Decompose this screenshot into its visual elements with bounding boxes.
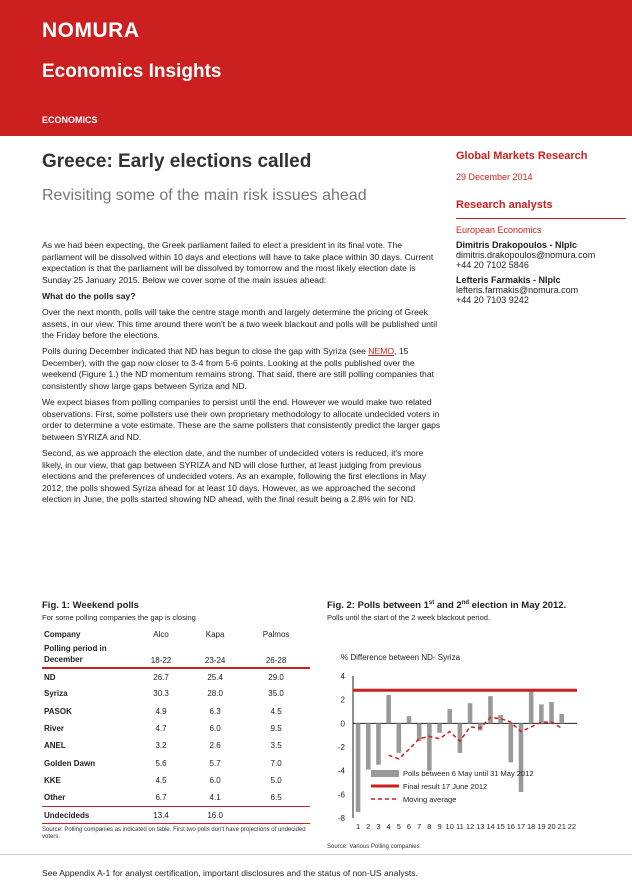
table-row — [42, 685, 310, 702]
y-tick-label: -8 — [337, 814, 345, 824]
poll-value: 3.2 — [155, 741, 167, 751]
y-tick-label: -2 — [337, 743, 345, 753]
x-tick-label: 20 — [547, 822, 556, 832]
analyst-card — [456, 240, 626, 270]
table-row — [42, 806, 310, 823]
team-label: European Economics — [456, 225, 542, 235]
nemo-link[interactable]: NEMO — [368, 346, 395, 357]
y-tick-label: 2 — [340, 695, 345, 705]
y-axis-label: % Difference between ND- Syriza — [341, 653, 461, 663]
party-label: Undecideds — [42, 806, 134, 823]
legend-label: Final result 17 June 2012 — [403, 782, 488, 792]
poll-value: 6.5 — [270, 792, 282, 802]
poll-value: 29.0 — [268, 672, 284, 682]
article-body — [42, 240, 442, 510]
analysts-heading: Research analysts — [456, 199, 553, 211]
sidebar-divider — [456, 218, 626, 219]
poll-bar — [458, 723, 463, 753]
poll-value: 28.0 — [207, 689, 223, 699]
x-tick-label: 17 — [516, 822, 526, 832]
poll-bar — [427, 723, 432, 770]
sidebar — [456, 150, 626, 305]
poll-value — [242, 806, 310, 823]
figure-subtitle: For some polling companies the gap is closing — [42, 613, 196, 622]
poll-value: 6.0 — [209, 724, 221, 734]
y-tick-label: 0 — [340, 719, 345, 729]
table-row — [42, 737, 310, 754]
poll-bar — [519, 723, 524, 792]
poll-value: 35.0 — [268, 689, 284, 699]
poll-value: 4.9 — [155, 706, 167, 716]
figure-source: Source: Polling companies as indicated on table. First two polls don't have projections of undecided voters. — [42, 827, 306, 841]
x-tick-label: 13 — [476, 822, 485, 832]
figure-1 — [42, 600, 312, 841]
y-tick-label: -4 — [337, 766, 345, 776]
period-cell: 23-24 — [188, 641, 242, 668]
table-row — [42, 668, 310, 685]
x-tick-label: 16 — [506, 822, 515, 832]
poll-value: 25.4 — [207, 672, 223, 682]
legend-swatch-bars — [371, 770, 399, 777]
footer-disclaimer: See Appendix A-1 for analyst certification, important disclosures and the status of non-US analysts. — [42, 868, 418, 878]
column-header: Palmos — [262, 630, 290, 639]
paragraph-text: , 15 December), with the gap now closer to 3-4 from 5-6 points. Looking at the polls published over the weekend (Figure 1.) the ND momentum remains strong. That said, there are still polling companies that consistently show large gaps between Syriza and ND. — [42, 346, 434, 392]
period-cell: 26-28 — [242, 641, 310, 668]
x-tick-label: 21 — [557, 822, 566, 832]
x-tick-label: 15 — [496, 822, 505, 832]
poll-bar — [356, 723, 361, 812]
table-header-row — [42, 641, 310, 668]
poll-bar — [397, 723, 402, 753]
publish-date: 29 December 2014 — [456, 172, 533, 182]
poll-value: 4.5 — [270, 706, 282, 716]
header-banner — [0, 0, 632, 136]
poll-bar — [529, 692, 534, 724]
figure-title-sup: nd — [461, 600, 470, 606]
x-tick-label: 22 — [567, 822, 577, 832]
poll-value: 4.5 — [155, 775, 167, 785]
poll-value: 6.7 — [155, 792, 167, 802]
table-row — [42, 772, 310, 789]
poll-gap-chart — [327, 626, 587, 841]
x-tick-label: 1 — [356, 822, 361, 832]
table-row — [42, 703, 310, 720]
section-label: ECONOMICS — [42, 115, 98, 125]
x-tick-label: 2 — [366, 822, 371, 832]
x-tick-label: 6 — [406, 822, 412, 832]
poll-value: 7.0 — [270, 758, 282, 768]
legend-label: Moving average — [403, 795, 457, 805]
poll-bar — [549, 702, 554, 723]
analyst-email[interactable]: lefteris.farmakis@nomura.com — [456, 285, 579, 295]
figure-title — [327, 600, 587, 611]
poll-bar — [386, 695, 391, 723]
x-tick-label: 8 — [427, 822, 432, 832]
table-row — [42, 754, 310, 771]
poll-value: 30.3 — [153, 689, 169, 699]
paragraph — [42, 346, 442, 392]
analyst-card — [456, 275, 626, 305]
paragraph: We expect biases from polling companies to persist until the end. However we would make two related observations. First, some pollsters use their own proprietary methodology to allocate undecided voters in order to determine a vote estimate. These are the same pollsters that consistently predict the larger gaps between SYRIZA and ND. — [42, 397, 441, 442]
column-header: Alco — [153, 630, 169, 639]
poll-bar — [417, 723, 422, 741]
x-tick-label: 4 — [386, 822, 391, 832]
poll-bar — [407, 716, 412, 723]
party-label: KKE — [44, 775, 61, 785]
poll-value: 5.0 — [270, 775, 282, 785]
figure-subtitle: Polls until the start of the 2 week blackout period. — [327, 613, 491, 623]
org-label: Global Markets Research — [456, 150, 588, 162]
x-tick-label: 7 — [417, 822, 422, 832]
poll-bar — [509, 723, 514, 762]
figure-2 — [327, 600, 587, 851]
party-label: Syriza — [44, 689, 68, 699]
analyst-name: Dimitris Drakopoulos - NIplc — [456, 240, 578, 250]
article-subtitle: Revisiting some of the main risk issues ahead — [42, 187, 367, 204]
paragraph: Second, as we approach the election date, and the number of undecided voters is reduced, it's more likely, in our view, that gap between SYRIZA and ND will close further, at least judging from previous elections and the preferences of undecided voters. As an example, following the first elections in May 2012, the polls showed Syriza ahead for at least 10 days. However, as we approached the second election in June, the polls started showing ND ahead, with the final result being a 2.8% win for ND. — [42, 448, 427, 505]
poll-bar — [539, 705, 544, 724]
figure-title-text: election in May 2012. — [469, 600, 567, 612]
footer-divider — [0, 854, 632, 855]
period-cell: 18-22 — [134, 641, 188, 668]
x-tick-label: 19 — [537, 822, 546, 832]
polls-table — [42, 628, 310, 824]
poll-value: 9.5 — [270, 724, 282, 734]
article-title: Greece: Early elections called — [42, 151, 312, 172]
party-label: River — [44, 724, 65, 734]
legend-label: Polls between 6 May until 31 May 2012 — [403, 769, 534, 779]
x-tick-label: 10 — [445, 822, 454, 832]
x-tick-label: 11 — [456, 822, 464, 832]
x-tick-label: 14 — [486, 822, 495, 832]
poll-value: 5.6 — [155, 758, 167, 768]
poll-value: 16.0 — [188, 806, 242, 823]
poll-bar — [478, 723, 483, 730]
poll-value: 5.7 — [209, 758, 221, 768]
poll-bar — [447, 709, 452, 723]
table-header-row — [42, 628, 310, 641]
x-tick-label: 5 — [396, 822, 401, 832]
x-tick-label: 18 — [527, 822, 536, 832]
poll-bar — [437, 723, 442, 732]
analyst-phone: +44 20 7102 5846 — [456, 260, 529, 270]
poll-bar — [559, 714, 564, 723]
poll-value: 13.4 — [134, 806, 188, 823]
paragraph-text: Polls during December indicated that ND has begun to close the gap with Syriza (see — [42, 346, 369, 357]
y-tick-label: 4 — [340, 672, 345, 682]
table-row — [42, 789, 310, 806]
analyst-phone: +44 20 7103 9242 — [456, 295, 529, 305]
poll-value: 4.1 — [209, 792, 221, 802]
poll-value: 2.6 — [209, 741, 221, 751]
party-label: PASOK — [44, 706, 72, 716]
poll-value: 6.0 — [209, 775, 221, 785]
table-row — [42, 720, 310, 737]
publication-title: Economics Insights — [42, 61, 222, 82]
column-header: Polling period in December — [42, 641, 134, 668]
poll-bar — [366, 723, 371, 769]
paragraph: As we had been expecting, the Greek parliament failed to elect a president in its final vote. The parliament will be dissolved within 10 days and elections will have to take place within 30 days. Current expectation is that the parliament will be dissolved by tomorrow and the most likely election date is Sunday 25 January 2015. Below we cover some of the main issues ahead: — [42, 240, 434, 285]
poll-value: 6.3 — [209, 706, 221, 716]
analyst-name: Lefteris Farmakis - NIplc — [456, 275, 561, 285]
party-label: Golden Dawn — [44, 758, 96, 768]
y-tick-label: -6 — [337, 790, 345, 800]
poll-value: 4.7 — [155, 724, 167, 734]
analyst-email[interactable]: dimitris.drakopoulos@nomura.com — [456, 250, 596, 260]
party-label: ND — [44, 672, 56, 682]
poll-bar — [376, 723, 381, 764]
figure-title: Fig. 1: Weekend polls — [42, 600, 139, 611]
poll-bar — [468, 703, 473, 723]
x-tick-label: 12 — [465, 822, 475, 832]
figure-source: Source: Various Polling companies — [327, 844, 420, 851]
figure-title-text: Fig. 2: Polls between 1 — [327, 600, 429, 612]
table-body — [42, 668, 310, 824]
x-tick-label: 9 — [437, 822, 442, 832]
column-header: Kapa — [205, 630, 225, 639]
column-header: Company — [44, 630, 81, 639]
nomura-logo: NOMURA — [42, 19, 140, 42]
party-label: Other — [44, 792, 66, 802]
section-question: What do the polls say? — [42, 290, 136, 301]
poll-value: 26.7 — [153, 672, 169, 682]
figure-title-sup: st — [428, 600, 435, 606]
figure-title-text: and 2 — [434, 600, 462, 612]
party-label: ANEL — [44, 741, 66, 751]
paragraph: Over the next month, polls will take the centre stage month and largely determine the pricing of Greek assets, in our view. This time around there won't be a two week blackout and polls will be published until the Friday before the elections. — [42, 306, 438, 341]
poll-value: 3.5 — [270, 741, 282, 751]
x-tick-label: 3 — [376, 822, 381, 832]
